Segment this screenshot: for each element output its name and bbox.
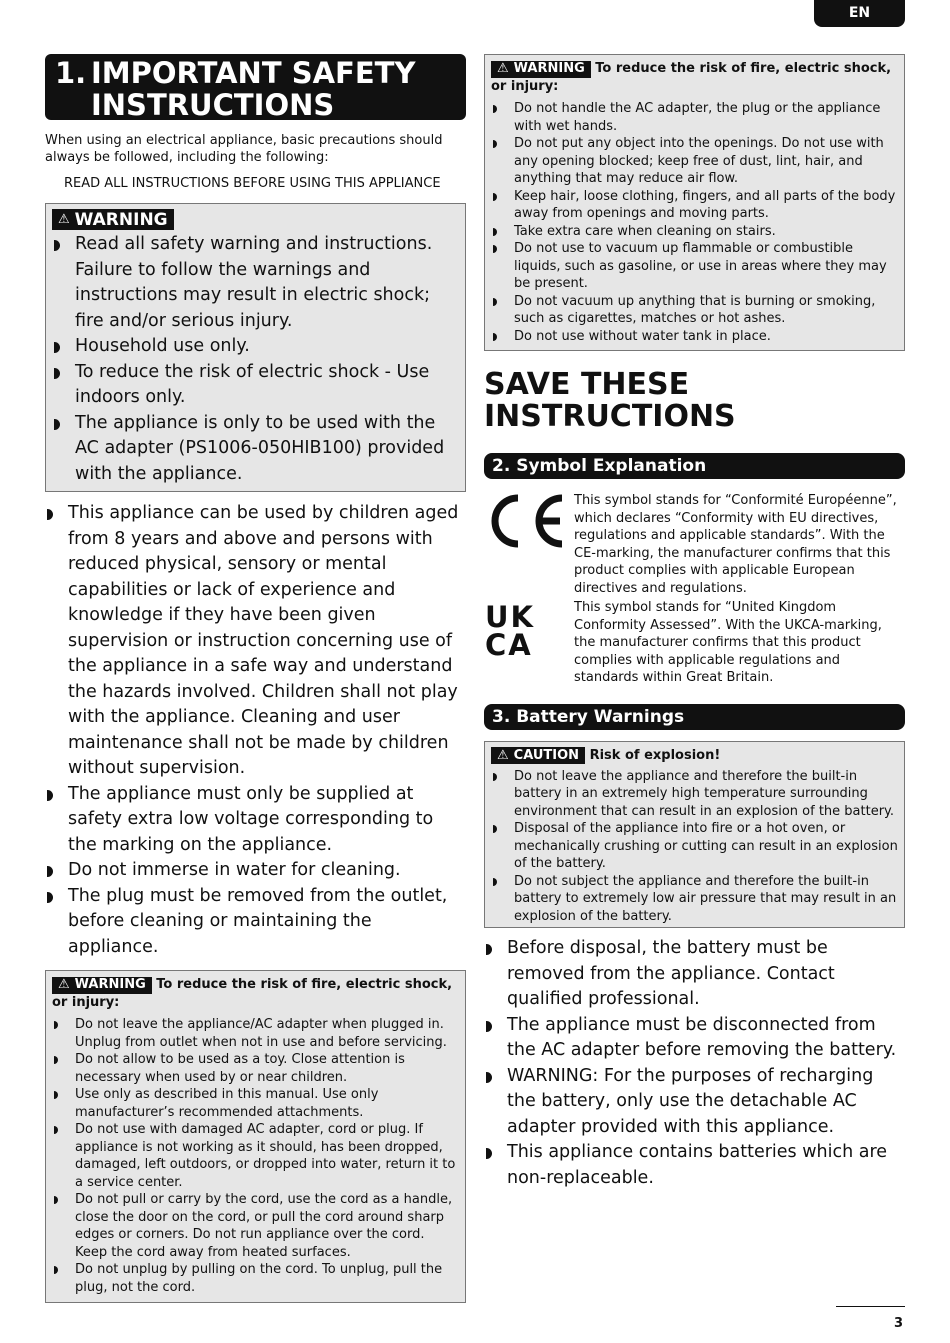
warning-heading: To reduce the risk of fire, electric shock, or injury: bbox=[52, 977, 453, 1010]
warning-icon: ⚠ bbox=[58, 977, 70, 992]
caution-icon: ⚠ bbox=[497, 747, 509, 763]
warning-list bbox=[52, 232, 458, 487]
section-title bbox=[45, 54, 466, 120]
page-number: 3 bbox=[894, 1316, 904, 1331]
list-item: Do not leave the appliance/AC adapter when plugged in. Unplug from outlet when not in use and before servicing. bbox=[52, 1016, 458, 1051]
list-item: The plug must be removed from the outlet, before cleaning or maintaining the appliance. bbox=[45, 884, 464, 961]
fire-warning-box bbox=[45, 970, 466, 1303]
warning-heading: To reduce the risk of fire, electric shock, or injury: bbox=[491, 61, 892, 94]
intro-text: When using an electrical appliance, basic precautions should always be followed, including the following: bbox=[45, 133, 443, 165]
ukca-logo-line-1: UK bbox=[485, 600, 536, 634]
list-item: Do not use to vacuum up flammable or combustible liquids, such as gasoline, or use in areas where they may be present. bbox=[491, 240, 898, 293]
warning-label bbox=[52, 209, 174, 230]
caution-label-text: CAUTION bbox=[513, 747, 580, 763]
list-item: The appliance is only to be used with the AC adapter (PS1006-050HIB100) provided with the appliance. bbox=[52, 411, 458, 488]
battery-warnings-heading: 3. Battery Warnings bbox=[484, 704, 905, 730]
warning-icon: ⚠ bbox=[58, 212, 70, 227]
warning-label-text: WARNING bbox=[74, 977, 146, 992]
right-column bbox=[484, 54, 905, 1191]
language-tab: EN bbox=[814, 0, 905, 27]
list-item: Do not use without water tank in place. bbox=[491, 328, 898, 346]
caution-box bbox=[484, 741, 905, 929]
list-item: This appliance contains batteries which are non-replaceable. bbox=[484, 1140, 905, 1191]
list-item: This appliance can be used by children aged from 8 years and above and persons with reduced physical, sensory or mental capabilities or lack of experience and knowledge if they have been given supervision or instruction concerning use of the appliance in a safe way and understand the hazards involved. Children shall not play with the appliance. Cleaning and user maintenance shall not be made by children without supervision. bbox=[45, 501, 464, 782]
title-number: 1. bbox=[55, 56, 87, 90]
title-line-1: IMPORTANT SAFETY bbox=[91, 56, 416, 90]
list-item: Do not unplug by pulling on the cord. To unplug, pull the plug, not the cord. bbox=[52, 1261, 458, 1296]
battery-list bbox=[484, 936, 905, 1191]
warning-label bbox=[52, 977, 152, 994]
list-item: Do not handle the AC adapter, the plug or the appliance with wet hands. bbox=[491, 100, 898, 135]
list-item: Disposal of the appliance into fire or a hot oven, or mechanically crushing or cutting can result in an explosion of the battery. bbox=[491, 820, 898, 873]
caution-heading: Risk of explosion! bbox=[589, 747, 721, 763]
warning-label bbox=[491, 61, 591, 78]
fire-warning-box bbox=[484, 54, 905, 351]
list-item: Do not leave the appliance and therefore the built-in battery in an extremely high temperature surrounding environment that can result in an explosion of the battery. bbox=[491, 768, 898, 821]
list-item: The appliance must be disconnected from the AC adapter before removing the battery. bbox=[484, 1013, 905, 1064]
list-item: Use only as described in this manual. Use only manufacturer’s recommended attachments. bbox=[52, 1086, 458, 1121]
list-item: Keep hair, loose clothing, fingers, and all parts of the body away from openings and moving parts. bbox=[491, 188, 898, 223]
ce-symbol-row bbox=[484, 492, 905, 597]
list-item: WARNING: For the purposes of recharging the battery, only use the detachable AC adapter provided with this appliance. bbox=[484, 1064, 905, 1141]
fire-warning-list bbox=[491, 100, 898, 345]
list-item: Do not immerse in water for cleaning. bbox=[45, 858, 464, 884]
list-item: Do not subject the appliance and therefore the built-in battery to extremely low air pressure that may result in an explosion of the battery. bbox=[491, 873, 898, 926]
ukca-logo-line-2: CA bbox=[485, 628, 533, 662]
list-item: To reduce the risk of electric shock - Use indoors only. bbox=[52, 360, 458, 411]
ukca-symbol-row bbox=[484, 599, 905, 687]
save-title-line-2: INSTRUCTIONS bbox=[484, 399, 736, 434]
list-item: Household use only. bbox=[52, 334, 458, 360]
ukca-mark-icon bbox=[484, 599, 574, 687]
list-item: Take extra care when cleaning on stairs. bbox=[491, 223, 898, 241]
ce-mark-icon bbox=[484, 492, 574, 597]
general-safety-list bbox=[45, 501, 466, 960]
footer-rule bbox=[836, 1306, 905, 1307]
read-all-notice: READ ALL INSTRUCTIONS BEFORE USING THIS APPLIANCE bbox=[64, 176, 441, 191]
warning-box bbox=[45, 203, 466, 492]
warning-label-text: WARNING bbox=[513, 61, 585, 76]
caution-label bbox=[491, 747, 585, 764]
symbol-explanation-heading: 2. Symbol Explanation bbox=[484, 453, 905, 479]
ce-symbol-text: This symbol stands for “Conformité Européenne”, which declares “Conformity with EU directives, regulations and applicable standards”. With the CE-marking, the manufacturer confirms that this product complies with applicable European directives and regulations. bbox=[574, 493, 897, 596]
list-item: Do not use with damaged AC adapter, cord or plug. If appliance is not working as it should, has been dropped, damaged, left outdoors, or dropped into water, return it to a service center. bbox=[52, 1121, 458, 1191]
list-item: Do not put any object into the openings. Do not use with any opening blocked; keep free of dust, lint, hair, and anything that may reduce air flow. bbox=[491, 135, 898, 188]
ukca-symbol-text: This symbol stands for “United Kingdom Conformity Assessed”. With the UKCA-marking, the manufacturer confirms that this product complies with applicable regulations and standards within Great Britain. bbox=[574, 600, 882, 685]
warning-icon: ⚠ bbox=[497, 61, 509, 76]
list-item: Read all safety warning and instructions. Failure to follow the warnings and instructions may result in electric shock; fire and/or serious injury. bbox=[52, 232, 458, 334]
list-item: Do not allow to be used as a toy. Close attention is necessary when used by or near children. bbox=[52, 1051, 458, 1086]
list-item: Before disposal, the battery must be removed from the appliance. Contact qualified professional. bbox=[484, 936, 905, 1013]
list-item: The appliance must only be supplied at safety extra low voltage corresponding to the marking on the appliance. bbox=[45, 782, 464, 859]
title-line-2: INSTRUCTIONS bbox=[91, 88, 335, 122]
list-item: Do not vacuum up anything that is burning or smoking, such as cigarettes, matches or hot ashes. bbox=[491, 293, 898, 328]
left-column bbox=[45, 54, 466, 1303]
warning-label-text: WARNING bbox=[74, 209, 168, 230]
fire-warning-list bbox=[52, 1016, 458, 1296]
save-title-line-1: SAVE THESE bbox=[484, 367, 690, 402]
list-item: Do not pull or carry by the cord, use the cord as a handle, close the door on the cord, or pull the cord around sharp edges or corners. Do not run appliance over the cord. Keep the cord away from heated surfaces. bbox=[52, 1191, 458, 1261]
save-instructions-title bbox=[484, 369, 905, 433]
caution-list bbox=[491, 768, 898, 926]
